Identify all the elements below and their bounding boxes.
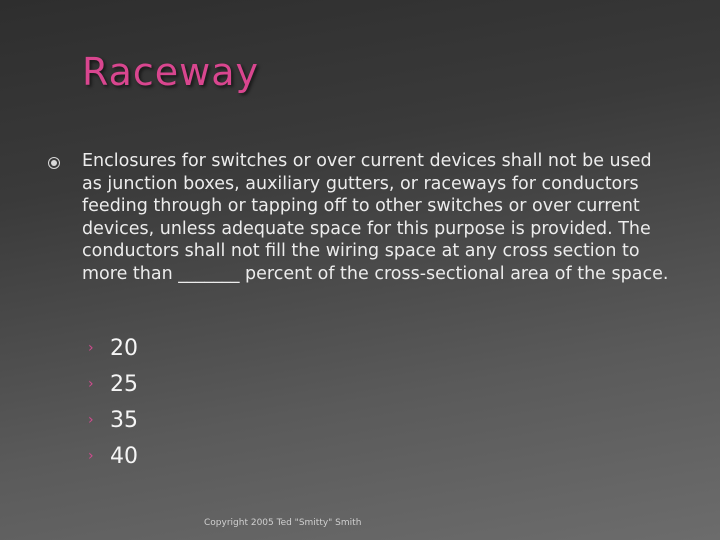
- target-bullet-icon: [48, 157, 60, 169]
- slide-title: Raceway: [82, 50, 259, 94]
- answer-option: [88, 402, 138, 438]
- answer-option: [88, 330, 138, 366]
- option-label: 40: [110, 443, 138, 469]
- question-text: Enclosures for switches or over current devices shall not be used as junction boxes, auxiliary gutters, or raceways for conductors feeding through or tapping off to other switches or over current devices, unless adequate space for this purpose is provided. The conductors shall not fill the wiring space at any cross section to more than _______ percent of the cross-sectional area of the space.: [82, 151, 669, 284]
- answer-option: [88, 366, 138, 402]
- copyright-footer: Copyright 2005 Ted "Smitty" Smith: [204, 518, 362, 528]
- answer-options: [88, 330, 138, 474]
- chevron-right-icon: ›: [88, 412, 94, 428]
- chevron-right-icon: ›: [88, 376, 94, 392]
- chevron-right-icon: ›: [88, 448, 94, 464]
- answer-option: [88, 438, 138, 474]
- option-label: 20: [110, 335, 138, 361]
- chevron-right-icon: ›: [88, 340, 94, 356]
- option-label: 35: [110, 407, 138, 433]
- option-label: 25: [110, 371, 138, 397]
